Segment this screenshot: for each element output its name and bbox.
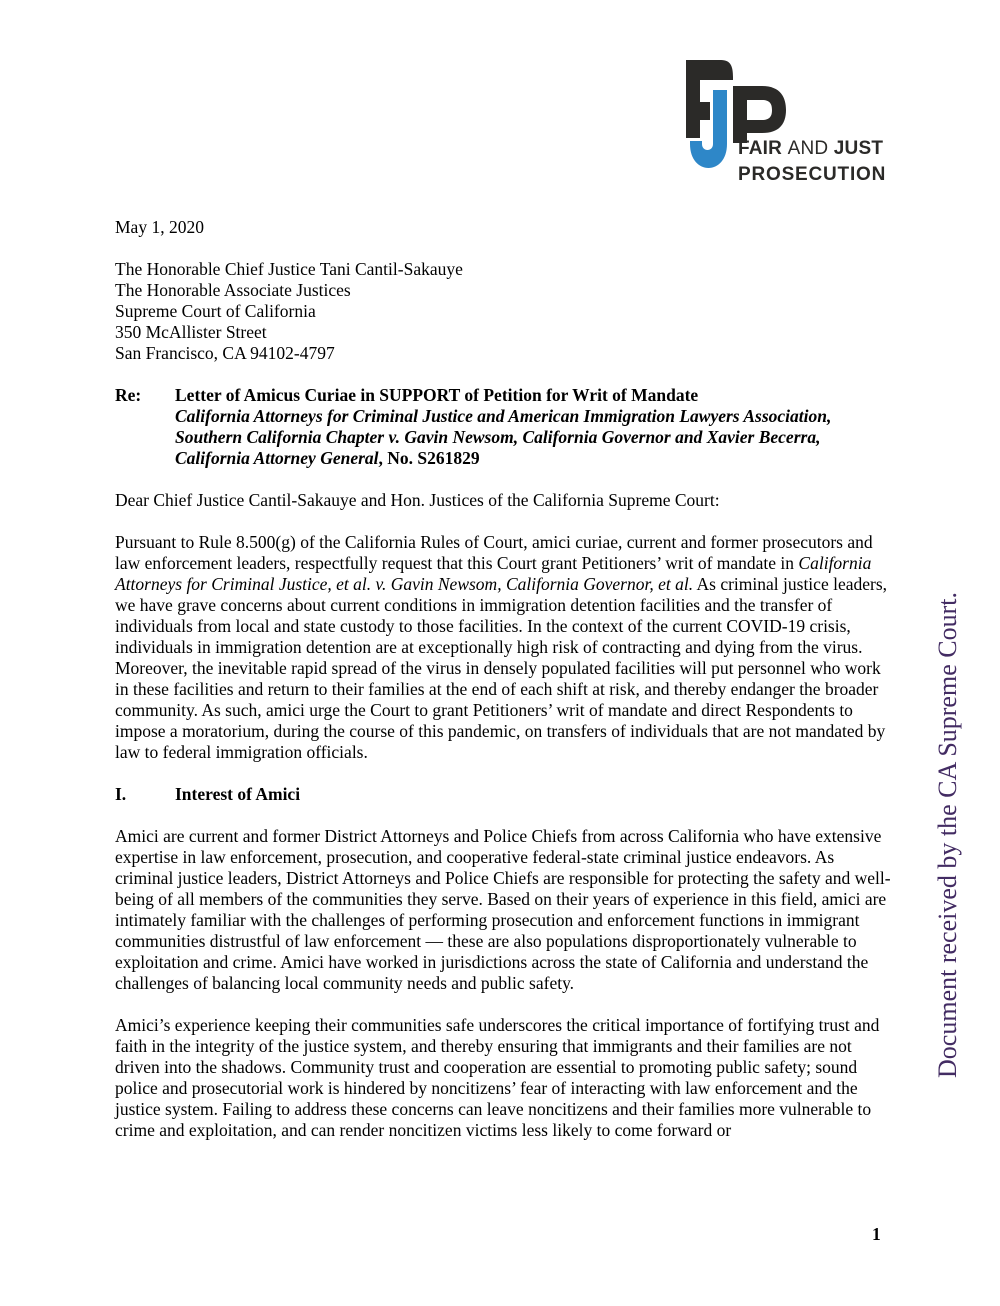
case-caption-line: California Attorneys for Criminal Justice and American Immigration Lawyers Association, (175, 406, 832, 426)
section-heading-interest-of-amici (115, 784, 893, 805)
salutation: Dear Chief Justice Cantil-Sakauye and Hon. Justices of the California Supreme Court: (115, 490, 720, 510)
paragraph-amici-background: Amici are current and former District Attorneys and Police Chiefs from across California who have extensive expertise in law enforcement, prosecution, and cooperative federal-state criminal justice endeavors. As criminal justice leaders, District Attorneys and Police Chiefs are responsible for protecting the safety and well-being of all members of the communities they serve. Based on their years of experience in this field, amici are intimately familiar with the challenges of performing prosecution and enforcement functions in immigrant communities distrustful of law enforcement — these are also populations disproportionately vulnerable to exploitation and crime. Amici have worked in jurisdictions across the state of California and understand the challenges of balancing local community needs and public safety. (115, 826, 891, 993)
address-line: The Honorable Associate Justices (115, 280, 351, 300)
section-number: I. (115, 784, 127, 804)
re-label: Re: (115, 385, 142, 405)
case-caption-italic: California Attorney General (175, 448, 379, 468)
fjp-logo (686, 60, 904, 195)
paragraph-community-trust: Amici’s experience keeping their communities safe underscores the critical importance of fortifying trust and faith in the integrity of the justice system, and thereby ensuring that immigrants and their families are not driven into the shadows. Community trust and cooperation are essential to promoting public safety; sound police and prosecutorial work is hindered by noncitizens’ fear of interacting with law enforcement and the justice system. Failing to address these concerns can leave noncitizens and their families more vulnerable to crime and exploitation, and can render noncitizen victims less likely to come forward or (115, 1015, 880, 1140)
case-caption-line (175, 448, 893, 469)
paragraph-opening-run2: As criminal justice leaders, we have grave concerns about current conditions in immigration detention facilities and the transfer of individuals from local and state custody to those facilities. In the context of the current COVID-19 crisis, individuals in immigration detention are at exceptionally high risk of contracting and dying from the virus. Moreover, the inevitable rapid spread of the virus in densely populated facilities will put personnel who work in these facilities and return to their families at the end of each shift at risk, and thereby endanger the broader community. As such, amici urge the Court to grant Petitioners’ writ of mandate and direct Respondents to impose a moratorium, during the course of this pandemic, on transfers of individuals that are not mandated by law to federal immigration officials. (115, 574, 888, 762)
section-title: Interest of Amici (175, 784, 301, 804)
fjp-word-just: JUST (833, 138, 884, 159)
address-line: San Francisco, CA 94102-4797 (115, 343, 335, 363)
case-name-italic: California Attorneys for Criminal Justice, et al. v. Gavin Newsom, California Governor, et al. (115, 553, 872, 594)
re-block (115, 385, 893, 469)
letter-content (115, 217, 893, 1162)
fjp-word-fair: FAIR (738, 138, 783, 159)
address-line: The Honorable Chief Justice Tani Cantil-Sakauye (115, 259, 463, 279)
fjp-wordmark (738, 136, 886, 188)
re-title: Letter of Amicus Curiae in SUPPORT of Petition for Writ of Mandate (175, 385, 699, 405)
fjp-wordmark-line2: PROSECUTION (738, 164, 887, 185)
fjp-word-and: AND (787, 138, 829, 159)
paragraph-opening (115, 532, 893, 763)
case-caption-line: Southern California Chapter v. Gavin Newsom, California Governor and Xavier Becerra, (175, 427, 821, 447)
date-line: May 1, 2020 (115, 217, 204, 237)
address-line: 350 McAllister Street (115, 322, 267, 342)
case-number: , No. S261829 (378, 448, 480, 468)
paragraph-opening-run1: Pursuant to Rule 8.500(g) of the California Rules of Court, amici curiae, current and former prosecutors and law enforcement leaders, respectfully request that this Court grant Petitioners’ writ of mandate in (115, 532, 873, 573)
p-letter-shape (733, 86, 786, 143)
address-line: Supreme Court of California (115, 301, 316, 321)
fjp-wordmark-line1 (738, 136, 886, 162)
court-received-stamp: Document received by the CA Supreme Court. (933, 592, 962, 1078)
recipient-address (115, 259, 893, 364)
page-number: 1 (872, 1224, 881, 1244)
